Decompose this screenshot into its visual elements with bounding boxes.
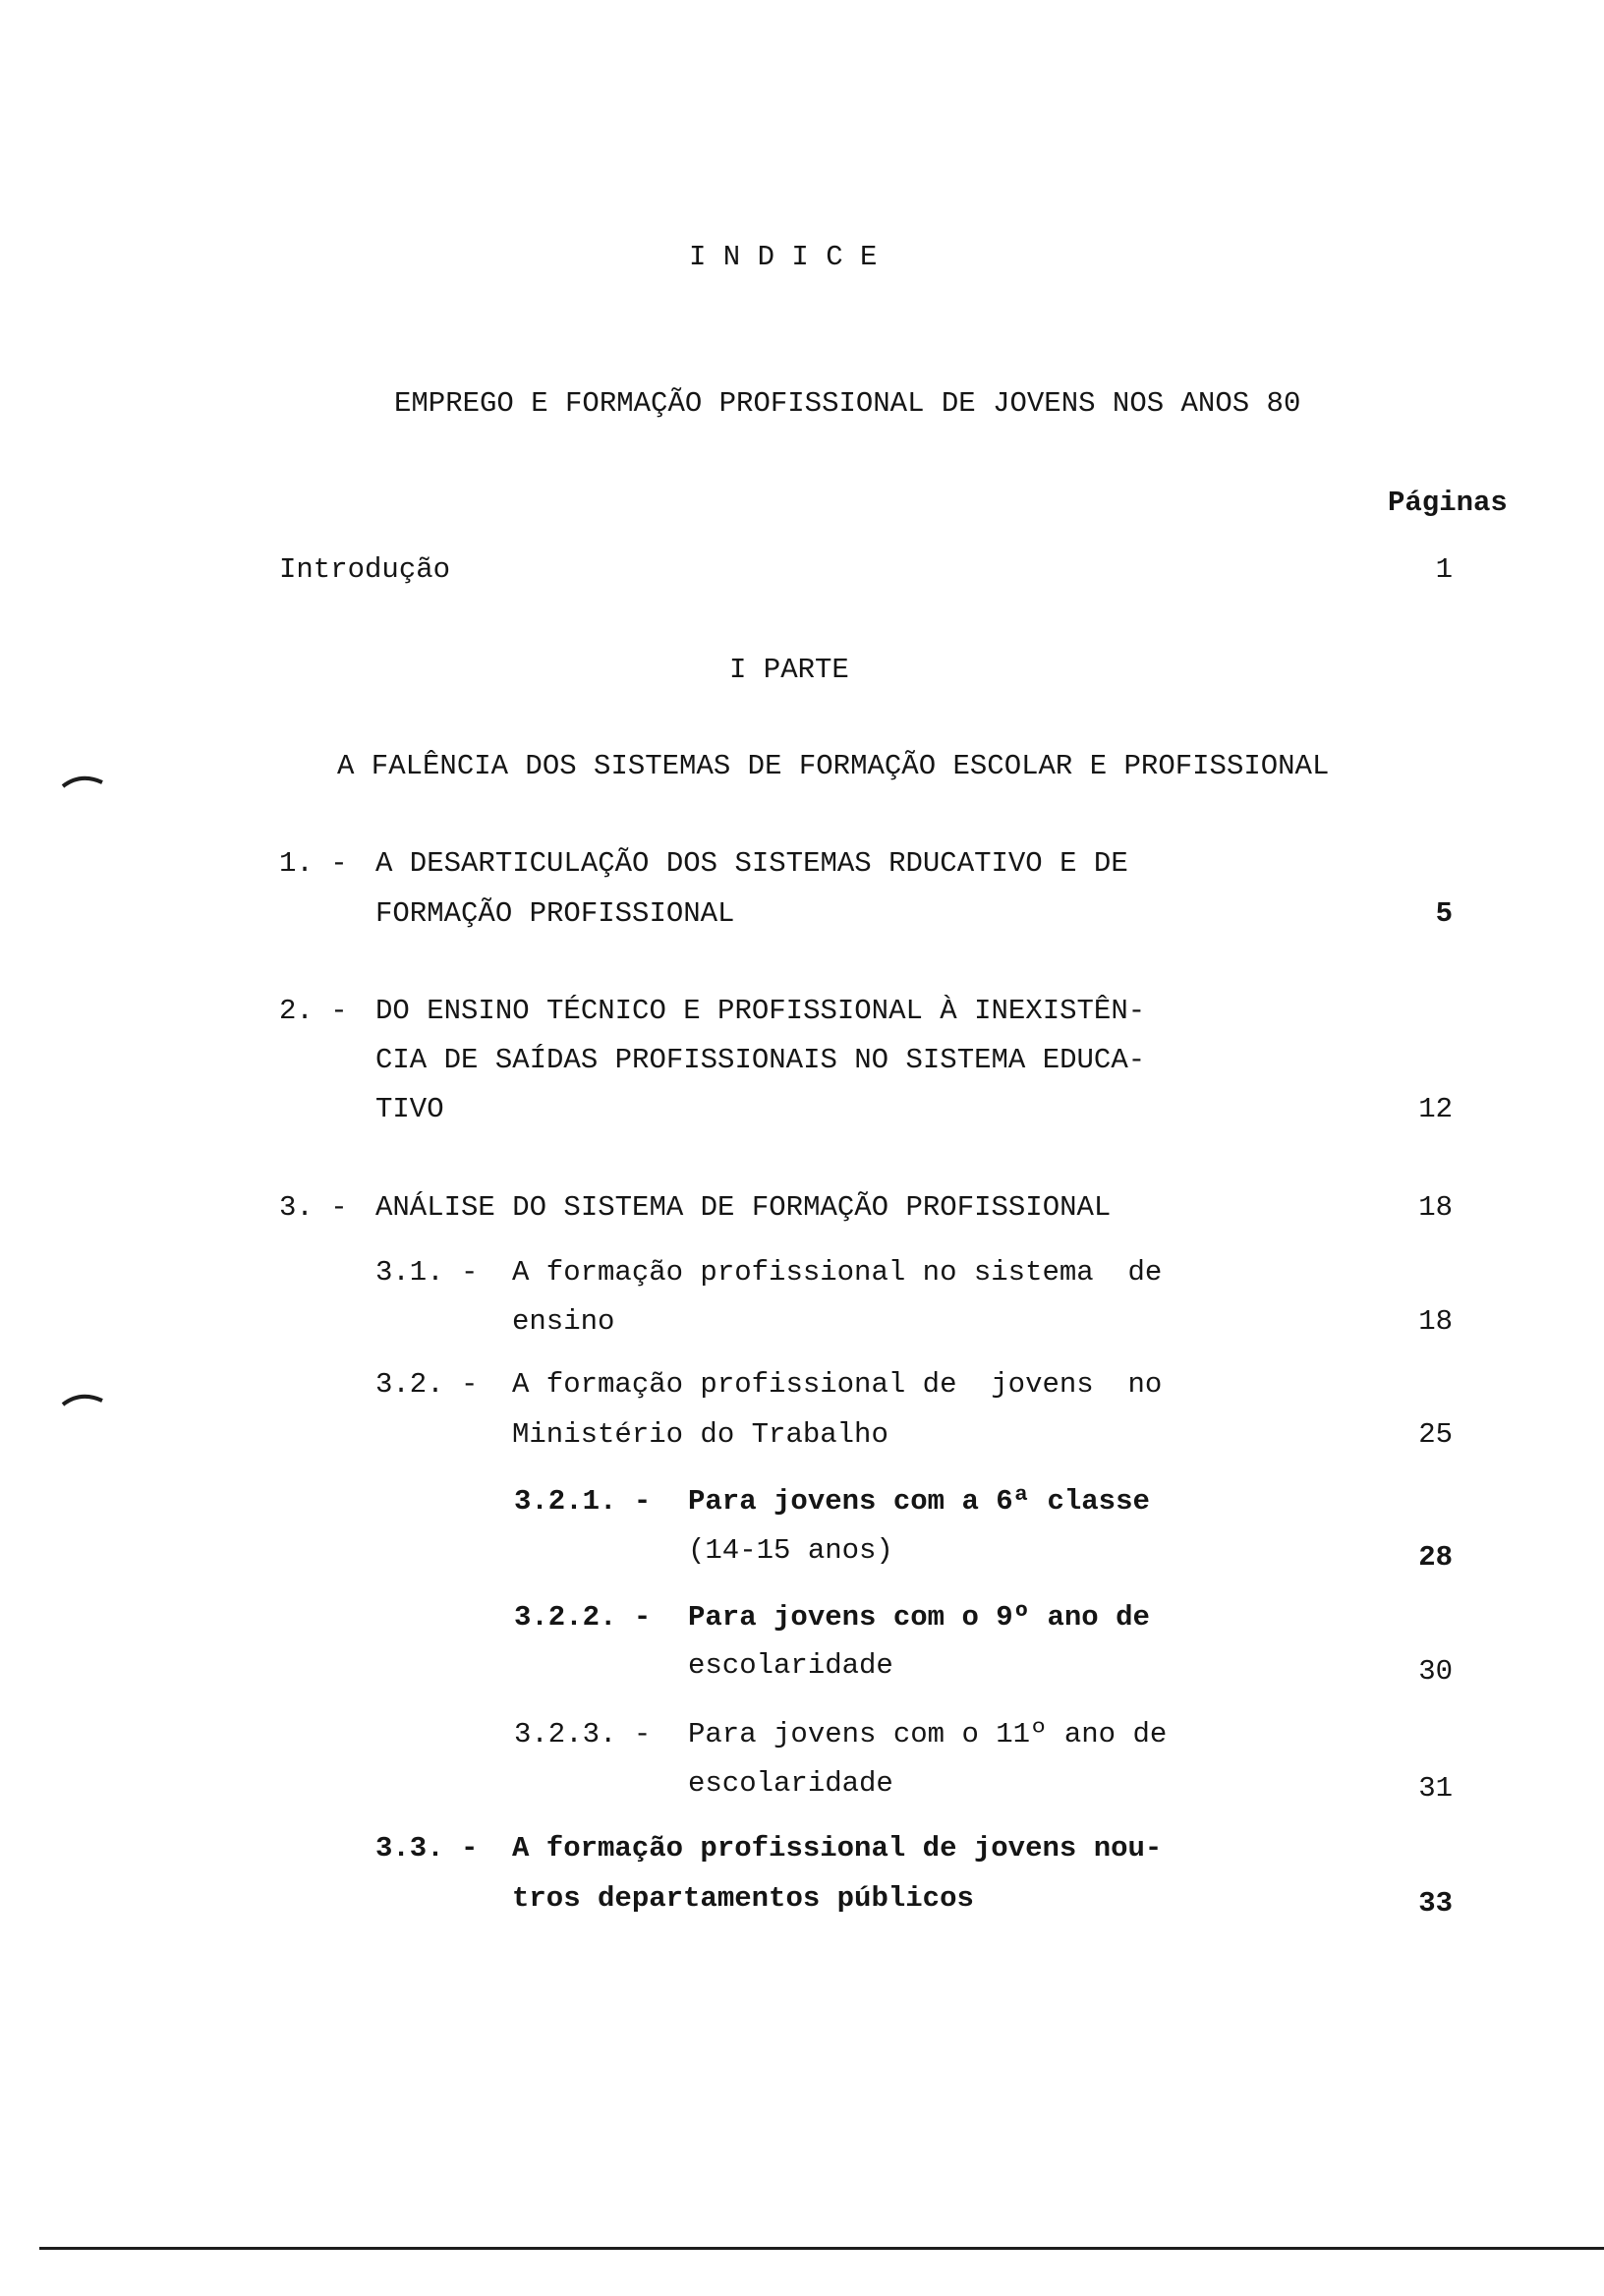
toc-entry-page: 28 xyxy=(1418,1541,1453,1574)
toc-entry-page: 12 xyxy=(1418,1093,1453,1125)
bottom-rule xyxy=(39,2247,1604,2250)
toc-entry-text: Para jovens com o 11º ano de xyxy=(688,1718,1168,1751)
punch-hole-mark-icon xyxy=(61,771,104,790)
toc-entry-text: escolaridade xyxy=(688,1649,893,1682)
index-heading: I N D I C E xyxy=(689,241,878,273)
toc-entry-text: A DESARTICULAÇÃO DOS SISTEMAS RDUCATIVO E DE xyxy=(375,847,1128,880)
toc-entry-text: (14-15 anos) xyxy=(688,1534,893,1567)
toc-entry-text: DO ENSINO TÉCNICO E PROFISSIONAL À INEXISTÊN- xyxy=(375,995,1146,1027)
toc-entry-text: escolaridade xyxy=(688,1767,893,1800)
toc-entry-number: 2. - xyxy=(279,995,348,1027)
toc-entry-text: ANÁLISE DO SISTEMA DE FORMAÇÃO PROFISSIONAL xyxy=(375,1191,1112,1224)
toc-entry-page: 31 xyxy=(1418,1772,1453,1805)
toc-entry-number: 3.2.1. - xyxy=(514,1485,652,1518)
toc-entry-page: 30 xyxy=(1418,1655,1453,1688)
toc-entry-text: tros departamentos públicos xyxy=(512,1882,974,1915)
toc-entry-number: 3.1. - xyxy=(375,1256,479,1289)
toc-entry-number: 3. - xyxy=(279,1191,348,1224)
toc-entry-page: 25 xyxy=(1418,1418,1453,1451)
toc-entry-text: A formação profissional de jovens no xyxy=(512,1368,1163,1401)
toc-entry-number: 1. - xyxy=(279,847,348,880)
toc-entry-number: 3.3. - xyxy=(375,1832,479,1865)
toc-entry-text: Para jovens com a 6ª classe xyxy=(688,1485,1150,1518)
punch-hole-mark-icon xyxy=(61,1389,104,1408)
intro-label: Introdução xyxy=(279,553,451,586)
pages-column-label: Páginas xyxy=(1388,487,1508,519)
toc-entry-page: 18 xyxy=(1418,1305,1453,1338)
toc-entry-number: 3.2.3. - xyxy=(514,1718,652,1751)
toc-entry-number: 3.2. - xyxy=(375,1368,479,1401)
toc-entry-text: TIVO xyxy=(375,1093,444,1125)
toc-entry-page: 18 xyxy=(1418,1191,1453,1224)
part-heading: I PARTE xyxy=(729,654,849,686)
toc-entry-page: 5 xyxy=(1435,897,1453,930)
toc-entry-number: 3.2.2. - xyxy=(514,1601,652,1634)
part-title: A FALÊNCIA DOS SISTEMAS DE FORMAÇÃO ESCOLAR E PROFISSIONAL xyxy=(337,750,1330,782)
toc-entry-text: Ministério do Trabalho xyxy=(512,1418,888,1451)
toc-entry-text: A formação profissional de jovens nou- xyxy=(512,1832,1163,1865)
toc-entry-text: Para jovens com o 9º ano de xyxy=(688,1601,1150,1634)
toc-entry-text: ensino xyxy=(512,1305,615,1338)
toc-entry-text: FORMAÇÃO PROFISSIONAL xyxy=(375,897,735,930)
document-title: EMPREGO E FORMAÇÃO PROFISSIONAL DE JOVENS NOS ANOS 80 xyxy=(394,387,1301,420)
toc-entry-text: A formação profissional no sistema de xyxy=(512,1256,1163,1289)
toc-entry-text: CIA DE SAÍDAS PROFISSIONAIS NO SISTEMA EDUCA- xyxy=(375,1044,1146,1076)
intro-page: 1 xyxy=(1435,553,1453,586)
toc-entry-page: 33 xyxy=(1418,1887,1453,1920)
